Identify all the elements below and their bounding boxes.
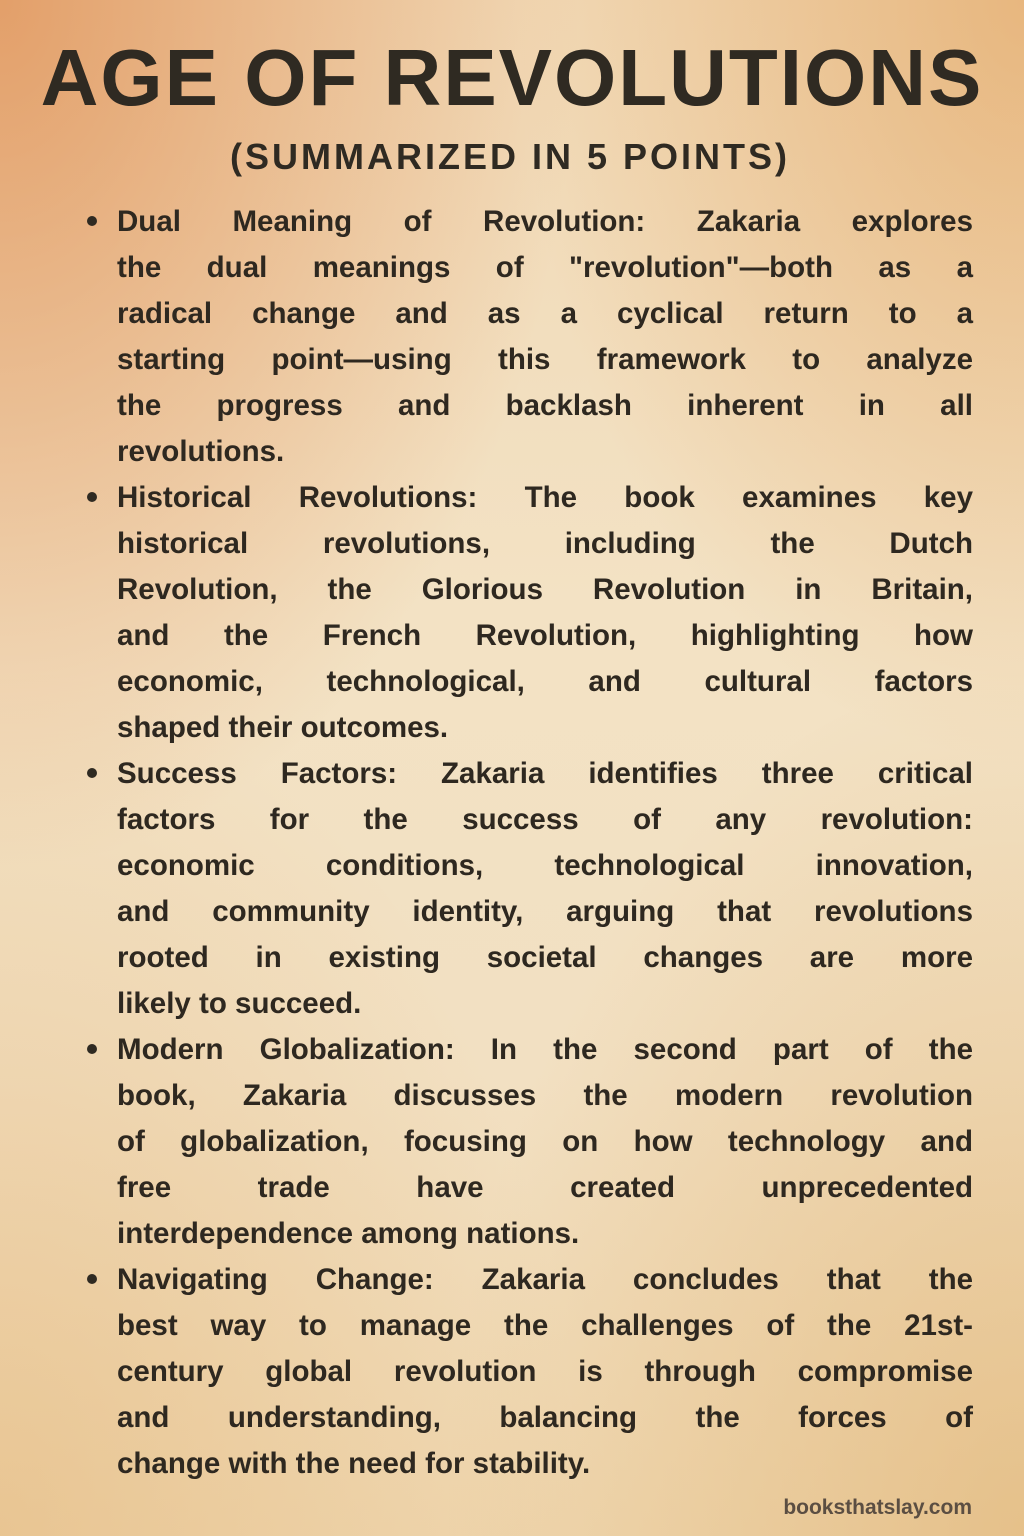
- point-text-line: revolutions.: [117, 435, 285, 468]
- list-item: [117, 751, 973, 1027]
- bullet-icon: [87, 216, 97, 226]
- point-text-line: best way to manage the challenges of the 21st-: [117, 1309, 973, 1342]
- point-text-line: historical revolutions, including the Dutch: [117, 527, 973, 560]
- point-text-line: economic conditions, technological innovation,: [117, 849, 973, 882]
- point-text-line: Historical Revolutions: The book examines key: [117, 481, 973, 514]
- point-text-line: and understanding, balancing the forces of: [117, 1401, 973, 1434]
- bullet-icon: [87, 1044, 97, 1054]
- point-text-line: likely to succeed.: [117, 987, 362, 1020]
- point-text-line: Modern Globalization: In the second part of the: [117, 1033, 973, 1066]
- list-item: [117, 1257, 973, 1487]
- bullet-icon: [87, 1274, 97, 1284]
- point-text-line: radical change and as a cyclical return to a: [117, 297, 973, 330]
- point-text-line: factors for the success of any revolution:: [117, 803, 973, 836]
- point-text-line: change with the need for stability.: [117, 1447, 591, 1480]
- point-text-line: book, Zakaria discusses the modern revolution: [117, 1079, 973, 1112]
- point-text-line: century global revolution is through compromise: [117, 1355, 973, 1388]
- list-item: [117, 199, 973, 475]
- point-text-line: starting point—using this framework to analyze: [117, 343, 973, 376]
- page-subtitle: (SUMMARIZED IN 5 POINTS): [229, 136, 790, 177]
- point-text-line: Dual Meaning of Revolution: Zakaria explores: [117, 205, 973, 238]
- point-text-line: rooted in existing societal changes are more: [117, 941, 973, 974]
- point-text-line: the progress and backlash inherent in all: [117, 389, 973, 422]
- point-text-line: the dual meanings of "revolution"—both as a: [117, 251, 973, 284]
- point-text-line: and community identity, arguing that revolutions: [117, 895, 973, 928]
- list-item: [117, 1027, 973, 1257]
- point-text-line: shaped their outcomes.: [117, 711, 449, 744]
- point-text-line: economic, technological, and cultural factors: [117, 665, 973, 698]
- bullet-icon: [87, 492, 97, 502]
- point-text-line: Success Factors: Zakaria identifies three critical: [117, 757, 973, 790]
- list-item: [117, 475, 973, 751]
- summary-list: [117, 199, 973, 1487]
- point-text-line: Navigating Change: Zakaria concludes that the: [117, 1263, 973, 1296]
- point-text-line: interdependence among nations.: [117, 1217, 580, 1250]
- bullet-icon: [87, 768, 97, 778]
- website-credit: booksthatslay.com: [783, 1496, 972, 1519]
- point-text-line: free trade have created unprecedented: [117, 1171, 973, 1204]
- point-text-line: Revolution, the Glorious Revolution in Britain,: [117, 573, 973, 606]
- point-text-line: of globalization, focusing on how technology and: [117, 1125, 973, 1158]
- point-text-line: and the French Revolution, highlighting how: [117, 619, 973, 652]
- page-title: AGE OF REVOLUTIONS: [40, 33, 984, 122]
